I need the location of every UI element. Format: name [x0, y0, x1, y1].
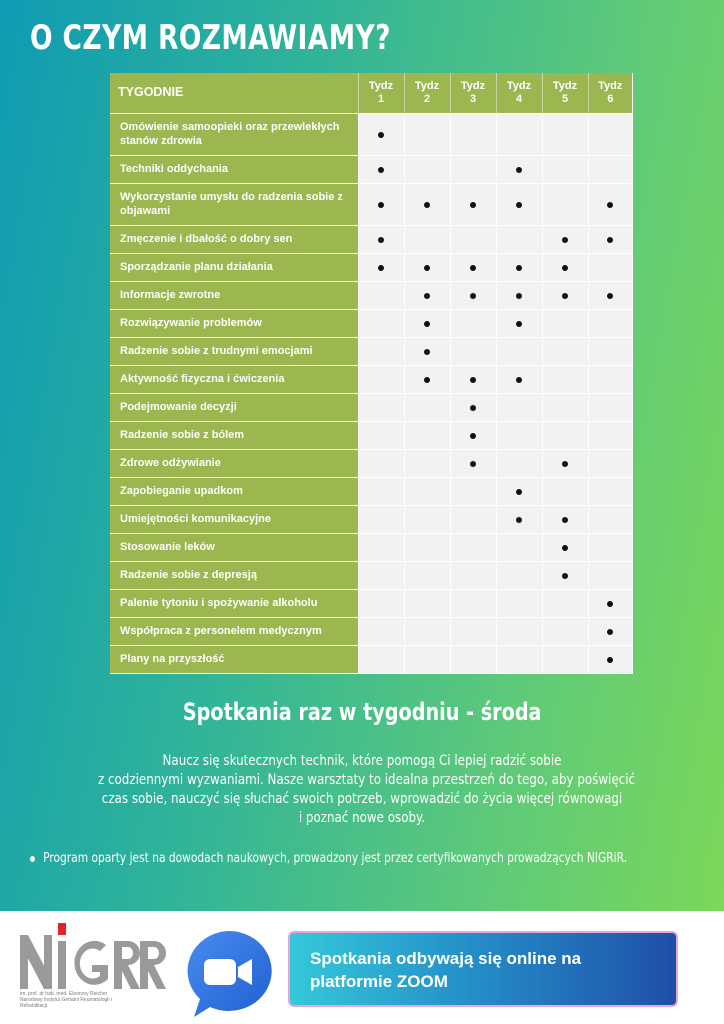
- week-cell: [542, 281, 588, 309]
- week-cell: [496, 183, 542, 225]
- week-cell: [496, 477, 542, 505]
- week-label: Tydz: [368, 79, 394, 92]
- dot-icon: [562, 517, 568, 523]
- topic-cell: Radzenie sobie z depresją: [110, 561, 358, 589]
- week-cell: [588, 533, 632, 561]
- week-header-2: [404, 73, 450, 113]
- week-label: Tydz: [598, 79, 623, 92]
- week-cell: [496, 113, 542, 155]
- week-cell: [496, 225, 542, 253]
- table-row: [110, 225, 632, 253]
- logo-caption: im. prof. dr hab. med. Eleonory Reicher Narodowy Instytut Geriatrii Reumatologii i Rehabilitacji: [20, 991, 112, 1009]
- week-cell: [588, 309, 632, 337]
- dot-icon: [424, 265, 430, 271]
- dot-icon: [470, 377, 476, 383]
- table-row: [110, 533, 632, 561]
- table-row: [110, 449, 632, 477]
- week-cell: [450, 281, 496, 309]
- topic-cell: Podejmowanie decyzji: [110, 393, 358, 421]
- week-cell: [404, 449, 450, 477]
- week-cell: [450, 449, 496, 477]
- week-cell: [358, 393, 404, 421]
- week-cell: [358, 505, 404, 533]
- week-cell: [542, 533, 588, 561]
- dot-icon: [516, 167, 522, 173]
- week-number: 5: [561, 92, 569, 105]
- week-header-1: [358, 73, 404, 113]
- table-row: [110, 183, 632, 225]
- dot-icon: [424, 293, 430, 299]
- week-cell: [450, 183, 496, 225]
- week-number: 1: [377, 92, 385, 105]
- zoom-icon: [180, 927, 274, 1021]
- week-cell: [588, 155, 632, 183]
- week-cell: [496, 449, 542, 477]
- week-label: Tydz: [460, 79, 486, 92]
- week-cell: [450, 155, 496, 183]
- dot-icon: [562, 265, 568, 271]
- topic-cell: Zapobieganie upadkom: [110, 477, 358, 505]
- week-cell: [404, 337, 450, 365]
- week-cell: [450, 645, 496, 673]
- dot-icon: [607, 293, 613, 299]
- week-cell: [588, 113, 632, 155]
- dot-icon: [562, 545, 568, 551]
- week-cell: [542, 617, 588, 645]
- table-row: [110, 365, 632, 393]
- week-cell: [404, 113, 450, 155]
- table-row: [110, 477, 632, 505]
- table-row: [110, 309, 632, 337]
- week-cell: [588, 645, 632, 673]
- dot-icon: [470, 405, 476, 411]
- week-cell: [588, 421, 632, 449]
- week-cell: [450, 505, 496, 533]
- dot-icon: [470, 293, 476, 299]
- description-line: z codziennymi wyzwaniami. Nasze warsztaty to idealna przestrzeń do tego, aby poświęcić: [97, 772, 636, 788]
- week-cell: [588, 183, 632, 225]
- week-cell: [496, 421, 542, 449]
- topic-cell: Plany na przyszłość: [110, 645, 358, 673]
- topic-cell: Omówienie samoopieki oraz przewlekłych stanów zdrowia: [110, 113, 358, 155]
- dot-icon: [607, 601, 613, 607]
- week-cell: [404, 645, 450, 673]
- online-meeting-banner: [288, 931, 678, 1007]
- week-cell: [450, 337, 496, 365]
- week-cell: [358, 617, 404, 645]
- week-label: Tydz: [414, 79, 440, 92]
- dot-icon: [516, 202, 522, 208]
- topic-cell: Palenie tytoniu i spożywanie alkoholu: [110, 589, 358, 617]
- dot-icon: [516, 517, 522, 523]
- week-cell: [358, 225, 404, 253]
- week-cell: [496, 645, 542, 673]
- dot-icon: [378, 132, 384, 138]
- week-cell: [358, 253, 404, 281]
- week-cell: [450, 617, 496, 645]
- week-cell: [404, 309, 450, 337]
- table-row: [110, 281, 632, 309]
- program-note-text: Program oparty jest na dowodach naukowych, prowadzony jest przez certyfikowanych prowadzących NIGRiR.: [43, 851, 628, 866]
- page-title: O CZYM ROZMAWIAMY?: [30, 18, 391, 58]
- week-cell: [542, 477, 588, 505]
- program-note: [30, 851, 720, 866]
- week-cell: [542, 225, 588, 253]
- description-line: i poznać nowe osoby.: [298, 810, 426, 826]
- dot-icon: [516, 377, 522, 383]
- dot-icon: [378, 237, 384, 243]
- week-number: 2: [423, 92, 431, 105]
- week-cell: [588, 365, 632, 393]
- week-cell: [588, 505, 632, 533]
- week-cell: [404, 183, 450, 225]
- week-label: Tydz: [552, 79, 578, 92]
- week-cell: [358, 561, 404, 589]
- week-cell: [496, 337, 542, 365]
- week-number: 4: [515, 92, 523, 105]
- table-row: [110, 113, 632, 155]
- week-cell: [450, 477, 496, 505]
- dot-icon: [378, 167, 384, 173]
- table-row: [110, 505, 632, 533]
- topic-cell: Rozwiązywanie problemów: [110, 309, 358, 337]
- week-cell: [450, 393, 496, 421]
- week-cell: [542, 337, 588, 365]
- week-cell: [542, 449, 588, 477]
- table-header-row: [110, 73, 632, 113]
- week-cell: [358, 183, 404, 225]
- week-cell: [358, 533, 404, 561]
- topic-cell: Aktywność fizyczna i ćwiczenia: [110, 365, 358, 393]
- week-cell: [496, 253, 542, 281]
- dot-icon: [607, 237, 613, 243]
- banner-line: Spotkania odbywają się online na: [310, 949, 582, 968]
- topic-cell: Umiejętności komunikacyjne: [110, 505, 358, 533]
- schedule-table: [110, 73, 633, 674]
- week-cell: [404, 477, 450, 505]
- week-cell: [542, 393, 588, 421]
- week-cell: [358, 589, 404, 617]
- week-label: Tydz: [506, 79, 532, 92]
- dot-icon: [562, 293, 568, 299]
- dot-icon: [470, 433, 476, 439]
- description-line: Naucz się skutecznych technik, które pomogą Ci lepiej radzić sobie: [162, 753, 562, 769]
- week-cell: [496, 393, 542, 421]
- dot-icon: [378, 265, 384, 271]
- week-cell: [450, 113, 496, 155]
- week-cell: [358, 645, 404, 673]
- week-header-4: [496, 73, 542, 113]
- week-cell: [404, 533, 450, 561]
- week-number: 6: [607, 92, 614, 105]
- week-cell: [358, 365, 404, 393]
- week-cell: [496, 309, 542, 337]
- week-cell: [542, 253, 588, 281]
- week-number: 3: [469, 92, 477, 105]
- table-row: [110, 155, 632, 183]
- week-cell: [358, 337, 404, 365]
- dot-icon: [470, 202, 476, 208]
- dot-icon: [562, 237, 568, 243]
- week-cell: [542, 365, 588, 393]
- table-row: [110, 337, 632, 365]
- week-cell: [496, 505, 542, 533]
- weeks-header: TYGODNIE: [110, 73, 358, 113]
- table-row: [110, 589, 632, 617]
- week-cell: [450, 421, 496, 449]
- table-row: [110, 561, 632, 589]
- topic-cell: Sporządzanie planu działania: [110, 253, 358, 281]
- footer: [0, 911, 724, 1024]
- description: [40, 752, 684, 828]
- table-body: [110, 113, 632, 673]
- dot-icon: [470, 461, 476, 467]
- week-cell: [542, 561, 588, 589]
- table-row: [110, 393, 632, 421]
- week-cell: [542, 589, 588, 617]
- dot-icon: [562, 573, 568, 579]
- dot-icon: [516, 265, 522, 271]
- dot-icon: [378, 202, 384, 208]
- week-cell: [450, 225, 496, 253]
- topic-cell: Radzenie sobie z bólem: [110, 421, 358, 449]
- week-cell: [450, 533, 496, 561]
- week-cell: [404, 561, 450, 589]
- week-cell: [404, 155, 450, 183]
- week-cell: [542, 309, 588, 337]
- week-cell: [404, 589, 450, 617]
- week-cell: [588, 477, 632, 505]
- week-cell: [496, 533, 542, 561]
- week-header-6: [588, 73, 632, 113]
- week-cell: [496, 617, 542, 645]
- week-cell: [404, 505, 450, 533]
- dot-icon: [424, 202, 430, 208]
- week-cell: [542, 421, 588, 449]
- week-cell: [404, 617, 450, 645]
- week-cell: [358, 421, 404, 449]
- week-cell: [588, 449, 632, 477]
- week-cell: [450, 365, 496, 393]
- week-cell: [404, 365, 450, 393]
- week-cell: [404, 281, 450, 309]
- week-cell: [542, 155, 588, 183]
- week-cell: [450, 253, 496, 281]
- week-cell: [496, 155, 542, 183]
- table-row: [110, 645, 632, 673]
- dot-icon: [424, 377, 430, 383]
- week-cell: [404, 393, 450, 421]
- week-cell: [358, 449, 404, 477]
- week-cell: [450, 309, 496, 337]
- topic-cell: Stosowanie leków: [110, 533, 358, 561]
- week-cell: [496, 281, 542, 309]
- week-cell: [542, 645, 588, 673]
- topic-cell: Radzenie sobie z trudnymi emocjami: [110, 337, 358, 365]
- dot-icon: [516, 321, 522, 327]
- week-cell: [542, 183, 588, 225]
- week-cell: [588, 393, 632, 421]
- week-cell: [358, 309, 404, 337]
- week-cell: [588, 617, 632, 645]
- week-cell: [496, 589, 542, 617]
- week-cell: [588, 589, 632, 617]
- dot-icon: [607, 629, 613, 635]
- topic-cell: Zmęczenie i dbałość o dobry sen: [110, 225, 358, 253]
- topic-cell: Wykorzystanie umysłu do radzenia sobie z objawami: [110, 183, 358, 225]
- week-cell: [496, 365, 542, 393]
- topic-cell: Współpraca z personelem medycznym: [110, 617, 358, 645]
- table-row: [110, 421, 632, 449]
- dot-icon: [424, 349, 430, 355]
- dot-icon: [607, 657, 613, 663]
- dot-icon: [516, 489, 522, 495]
- week-cell: [404, 253, 450, 281]
- table-row: [110, 617, 632, 645]
- topic-cell: Zdrowe odżywianie: [110, 449, 358, 477]
- topic-cell: Techniki oddychania: [110, 155, 358, 183]
- dot-icon: [470, 265, 476, 271]
- week-cell: [588, 337, 632, 365]
- week-cell: [450, 561, 496, 589]
- week-cell: [358, 155, 404, 183]
- week-cell: [358, 113, 404, 155]
- week-cell: [588, 253, 632, 281]
- week-cell: [542, 113, 588, 155]
- week-cell: [588, 281, 632, 309]
- week-cell: [542, 505, 588, 533]
- dot-icon: [424, 321, 430, 327]
- bullet-icon: [30, 856, 35, 862]
- table-row: [110, 253, 632, 281]
- week-header-5: [542, 73, 588, 113]
- topic-cell: Informacje zwrotne: [110, 281, 358, 309]
- week-header-3: [450, 73, 496, 113]
- dot-icon: [562, 461, 568, 467]
- week-cell: [404, 225, 450, 253]
- week-cell: [496, 561, 542, 589]
- week-cell: [588, 225, 632, 253]
- dot-icon: [516, 293, 522, 299]
- week-cell: [404, 421, 450, 449]
- meeting-schedule-heading: Spotkania raz w tygodniu - środa: [182, 698, 542, 726]
- week-cell: [358, 281, 404, 309]
- description-line: czas sobie, nauczyć się słuchać swoich potrzeb, wprowadzić do życia więcej równowagi: [101, 791, 623, 807]
- week-cell: [588, 561, 632, 589]
- banner-line: platformie ZOOM: [310, 972, 448, 991]
- week-cell: [358, 477, 404, 505]
- dot-icon: [607, 202, 613, 208]
- week-cell: [450, 589, 496, 617]
